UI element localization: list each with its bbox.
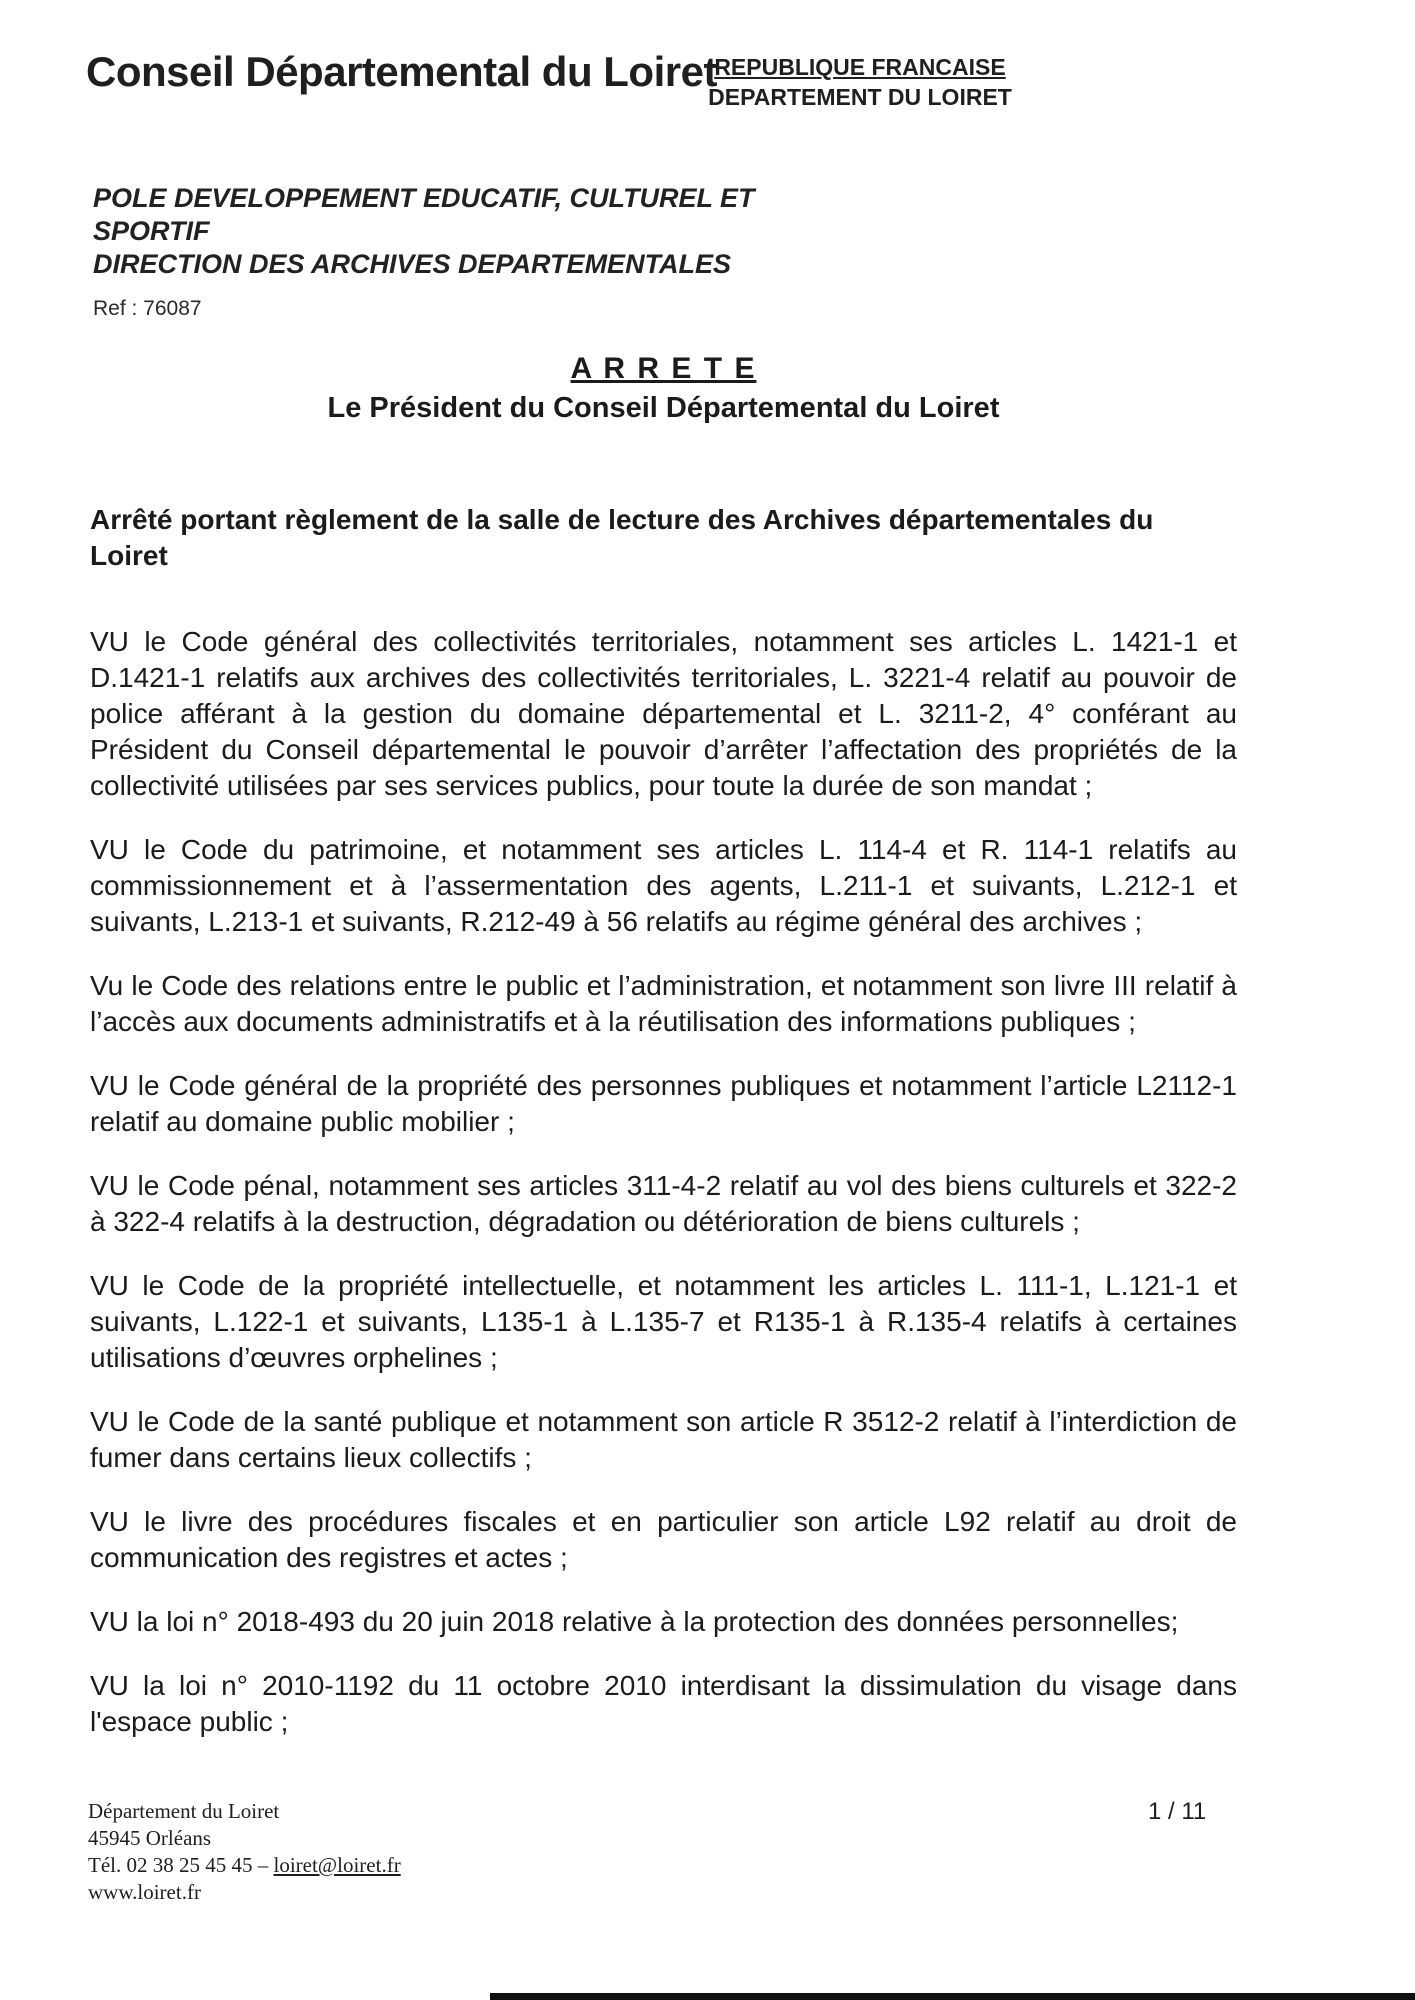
document-body: [90, 502, 1237, 1768]
republic-france-label: REPUBLIQUE FRANCAISE: [714, 54, 1006, 80]
decree-subtitle: Le Président du Conseil Départemental du Loiret: [327, 392, 1000, 424]
direction-archives-label: DIRECTION DES ARCHIVES DEPARTEMENTALES: [93, 249, 732, 279]
republic-header: [700, 52, 1020, 112]
subject-title: Arrêté portant règlement de la salle de lecture des Archives départementales du Loiret: [90, 504, 1154, 571]
scan-artifact-bar: [490, 1993, 1415, 2000]
department-block: [93, 182, 755, 281]
page-title: Conseil Départemental du Loiret: [86, 48, 717, 95]
department-loiret-label: DEPARTEMENT DU LOIRET: [708, 84, 1012, 110]
body-paragraph: VU le Code du patrimoine, et notamment ses articles L. 114-4 et R. 114-1 relatifs au commissionnement et à l’assermentation des agents, L.211-1 et suivants, L.212-1 et suivants, L.213-1 et suivants, R.212-49 à 56 relatifs au régime général des archives ;: [90, 834, 1237, 937]
reference-number: Ref : 76087: [93, 297, 202, 320]
footer-email-link: loiret@loiret.fr: [273, 1853, 401, 1877]
body-paragraph: VU la loi n° 2010-1192 du 11 octobre 2010 interdisant la dissimulation du visage dans l'espace public ;: [90, 1670, 1237, 1737]
body-paragraph: VU la loi n° 2018-493 du 20 juin 2018 relative à la protection des données personnelles;: [90, 1606, 1179, 1637]
footer: [88, 1798, 401, 1906]
body-paragraph: VU le Code général des collectivités territoriales, notamment ses articles L. 1421-1 et D.1421-1 relatifs aux archives des collectivités territoriales, L. 3221-4 relatif au pouvoir de police afférant à la gestion du domaine départemental et L. 3211-2, 4° conférant au Président du Conseil départemental le pouvoir d’arrêter l’affectation des propriétés de la collectivité utilisées par ses services publics, pour toute la durée de son mandat ;: [90, 626, 1237, 801]
footer-website: www.loiret.fr: [88, 1880, 201, 1904]
footer-phone-line: [88, 1852, 401, 1879]
page-number: 1 / 11: [1148, 1798, 1207, 1825]
body-paragraph: Vu le Code des relations entre le public et l’administration, et notamment son livre III relatif à l’accès aux documents administratifs et à la réutilisation des informations publiques ;: [90, 970, 1237, 1037]
body-paragraph: VU le Code de la santé publique et notamment son article R 3512-2 relatif à l’interdiction de fumer dans certains lieux collectifs ;: [90, 1406, 1237, 1473]
body-paragraph: VU le Code de la propriété intellectuelle, et notamment les articles L. 111-1, L.121-1 et suivants, L.122-1 et suivants, L135-1 à L.135-7 et R135-1 à R.135-4 relatifs à certaines utilisations d’œuvres orphelines ;: [90, 1270, 1237, 1373]
body-paragraph: VU le Code général de la propriété des personnes publiques et notamment l’article L2112-1 relatif au domaine public mobilier ;: [90, 1070, 1237, 1137]
decree-title: A R R E T E: [570, 352, 757, 385]
pole-line-2: SPORTIF: [93, 216, 210, 246]
body-paragraph: VU le livre des procédures fiscales et en particulier son article L92 relatif au droit de communication des registres et actes ;: [90, 1506, 1237, 1573]
pole-line-1: POLE DEVELOPPEMENT EDUCATIF, CULTUREL ET: [93, 183, 755, 213]
paragraph-list: [90, 624, 1237, 1740]
body-paragraph: VU le Code pénal, notamment ses articles 311-4-2 relatif au vol des biens culturels et 322-2 à 322-4 relatifs à la destruction, dégradation ou détérioration de biens culturels ;: [90, 1170, 1237, 1237]
footer-org: Département du Loiret: [88, 1799, 280, 1823]
footer-phone: Tél. 02 38 25 45 45 –: [88, 1853, 274, 1877]
footer-address: 45945 Orléans: [88, 1826, 212, 1850]
